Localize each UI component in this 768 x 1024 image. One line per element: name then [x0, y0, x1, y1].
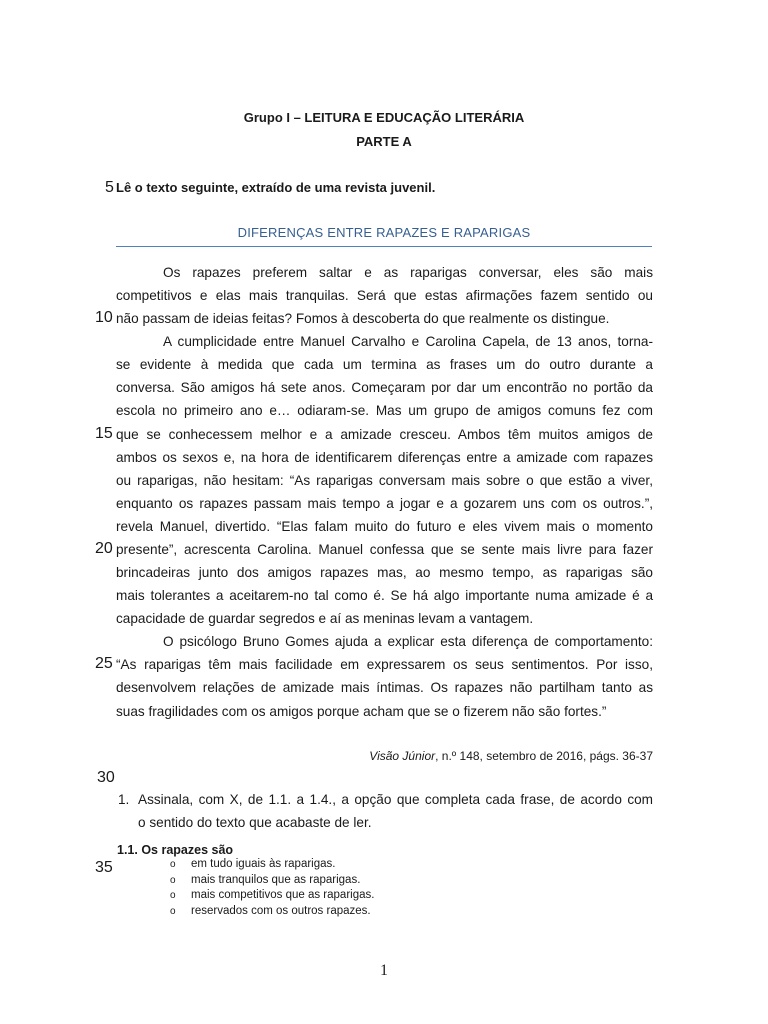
option-item[interactable]: [170, 873, 360, 889]
article-line: “As raparigas têm mais facilidade em expressarem os seus sentimentos. Por isso,: [116, 657, 653, 673]
article-line: Os rapazes preferem saltar e as raparigas conversar, eles são mais: [163, 265, 653, 280]
article-line: brincadeiras junto dos amigos rapazes mas, ao mesmo tempo, as raparigas são: [116, 565, 653, 581]
option-label: mais tranquilos que as raparigas.: [191, 873, 361, 886]
article-line: escola no primeiro ano e… odiaram-se. Mas um grupo de amigos comuns fez com: [116, 403, 653, 419]
article-line: que se conhecessem melhor e a amizade cresceu. Ambos têm muitos amigos de: [116, 426, 653, 442]
subquestion-title: 1.1. Os rapazes são: [117, 843, 234, 857]
article-line: revela Manuel, divertido. “Elas falam muito do futuro e eles vivem mais o momento: [116, 518, 653, 534]
group-heading: Grupo I – LEITURA E EDUCAÇÃO LITERÁRIA: [243, 110, 525, 125]
option-label: mais competitivos que as raparigas.: [191, 889, 375, 901]
article-line: se evidente à medida que cada um termina as frases um do outro durante a: [116, 357, 653, 373]
line-number: 25: [95, 655, 113, 673]
line-number: 20: [95, 539, 113, 557]
article-title: DIFERENÇAS ENTRE RAPAZES E RAPARIGAS: [237, 225, 531, 240]
option-label: em tudo iguais às raparigas.: [191, 858, 336, 870]
article-line: capacidade de guardar segredos e aí as meninas levam a vantagem.: [116, 611, 534, 627]
article-line: desenvolvem relações de amizade mais íntimas. Os rapazes não partilham tanto as: [116, 680, 653, 696]
page-number: 1: [380, 962, 388, 979]
article-line: presente”, acrescenta Carolina. Manuel confessa que se sente mais livre para fazer: [116, 541, 653, 557]
part-heading: PARTE A: [356, 134, 412, 149]
line-number: 5: [105, 179, 114, 196]
circle-bullet-icon: o: [170, 874, 176, 886]
question-text-line: Assinala, com X, de 1.1. a 1.4., a opção que completa cada frase, de acordo com: [138, 792, 653, 807]
article-line: mais tolerantes a aceitarem-no tal como é. Se há algo importante numa amizade é a: [116, 588, 653, 604]
line-number: 15: [95, 424, 113, 442]
source-citation: [116, 749, 653, 763]
option-item[interactable]: [170, 904, 371, 920]
circle-bullet-icon: o: [170, 890, 176, 901]
title-underline: [116, 246, 652, 247]
article-line: competitivos e elas mais tranquilas. Será que estas afirmações fazem sentido ou: [116, 288, 653, 304]
option-item[interactable]: [170, 888, 374, 904]
article-line: A cumplicidade entre Manuel Carvalho e Carolina Capela, de 13 anos, torna-: [163, 334, 653, 350]
source-publication: Visão Júnior: [369, 749, 436, 763]
option-item[interactable]: [170, 857, 335, 873]
line-number: 30: [97, 769, 115, 786]
question-number: 1.: [118, 792, 130, 807]
article-line: O psicólogo Bruno Gomes ajuda a explicar esta diferença de comportamento:: [163, 634, 653, 650]
article-line: enquanto os rapazes passam mais tempo a jogar e a gozarem uns com os outros.”,: [116, 495, 653, 511]
line-number: 10: [95, 309, 113, 327]
circle-bullet-icon: o: [170, 905, 176, 917]
source-details: , n.º 148, setembro de 2016, págs. 36-37: [435, 749, 653, 763]
line-number: 35: [95, 859, 113, 876]
article-line: suas fragilidades com os amigos porque acham que se o fizerem não são fortes.”: [116, 703, 607, 719]
article-line: não passam de ideias feitas? Fomos à descoberta do que realmente os distingue.: [116, 311, 610, 327]
question-text-line: o sentido do texto que acabaste de ler.: [138, 815, 372, 830]
circle-bullet-icon: o: [170, 859, 176, 870]
article-line: conversa. São amigos há sete anos. Começaram por dar um encontrão no portão da: [116, 380, 653, 396]
option-label: reservados com os outros rapazes.: [191, 904, 371, 917]
article-line: ambos os sexos e, na hora de identificarem diferenças entre a amizade com rapazes: [116, 449, 653, 465]
reading-instruction: Lê o texto seguinte, extraído de uma revista juvenil.: [116, 180, 436, 195]
article-line: ou raparigas, não hesitam: “As raparigas conversam mais sobre o que estão a viver,: [116, 472, 653, 488]
